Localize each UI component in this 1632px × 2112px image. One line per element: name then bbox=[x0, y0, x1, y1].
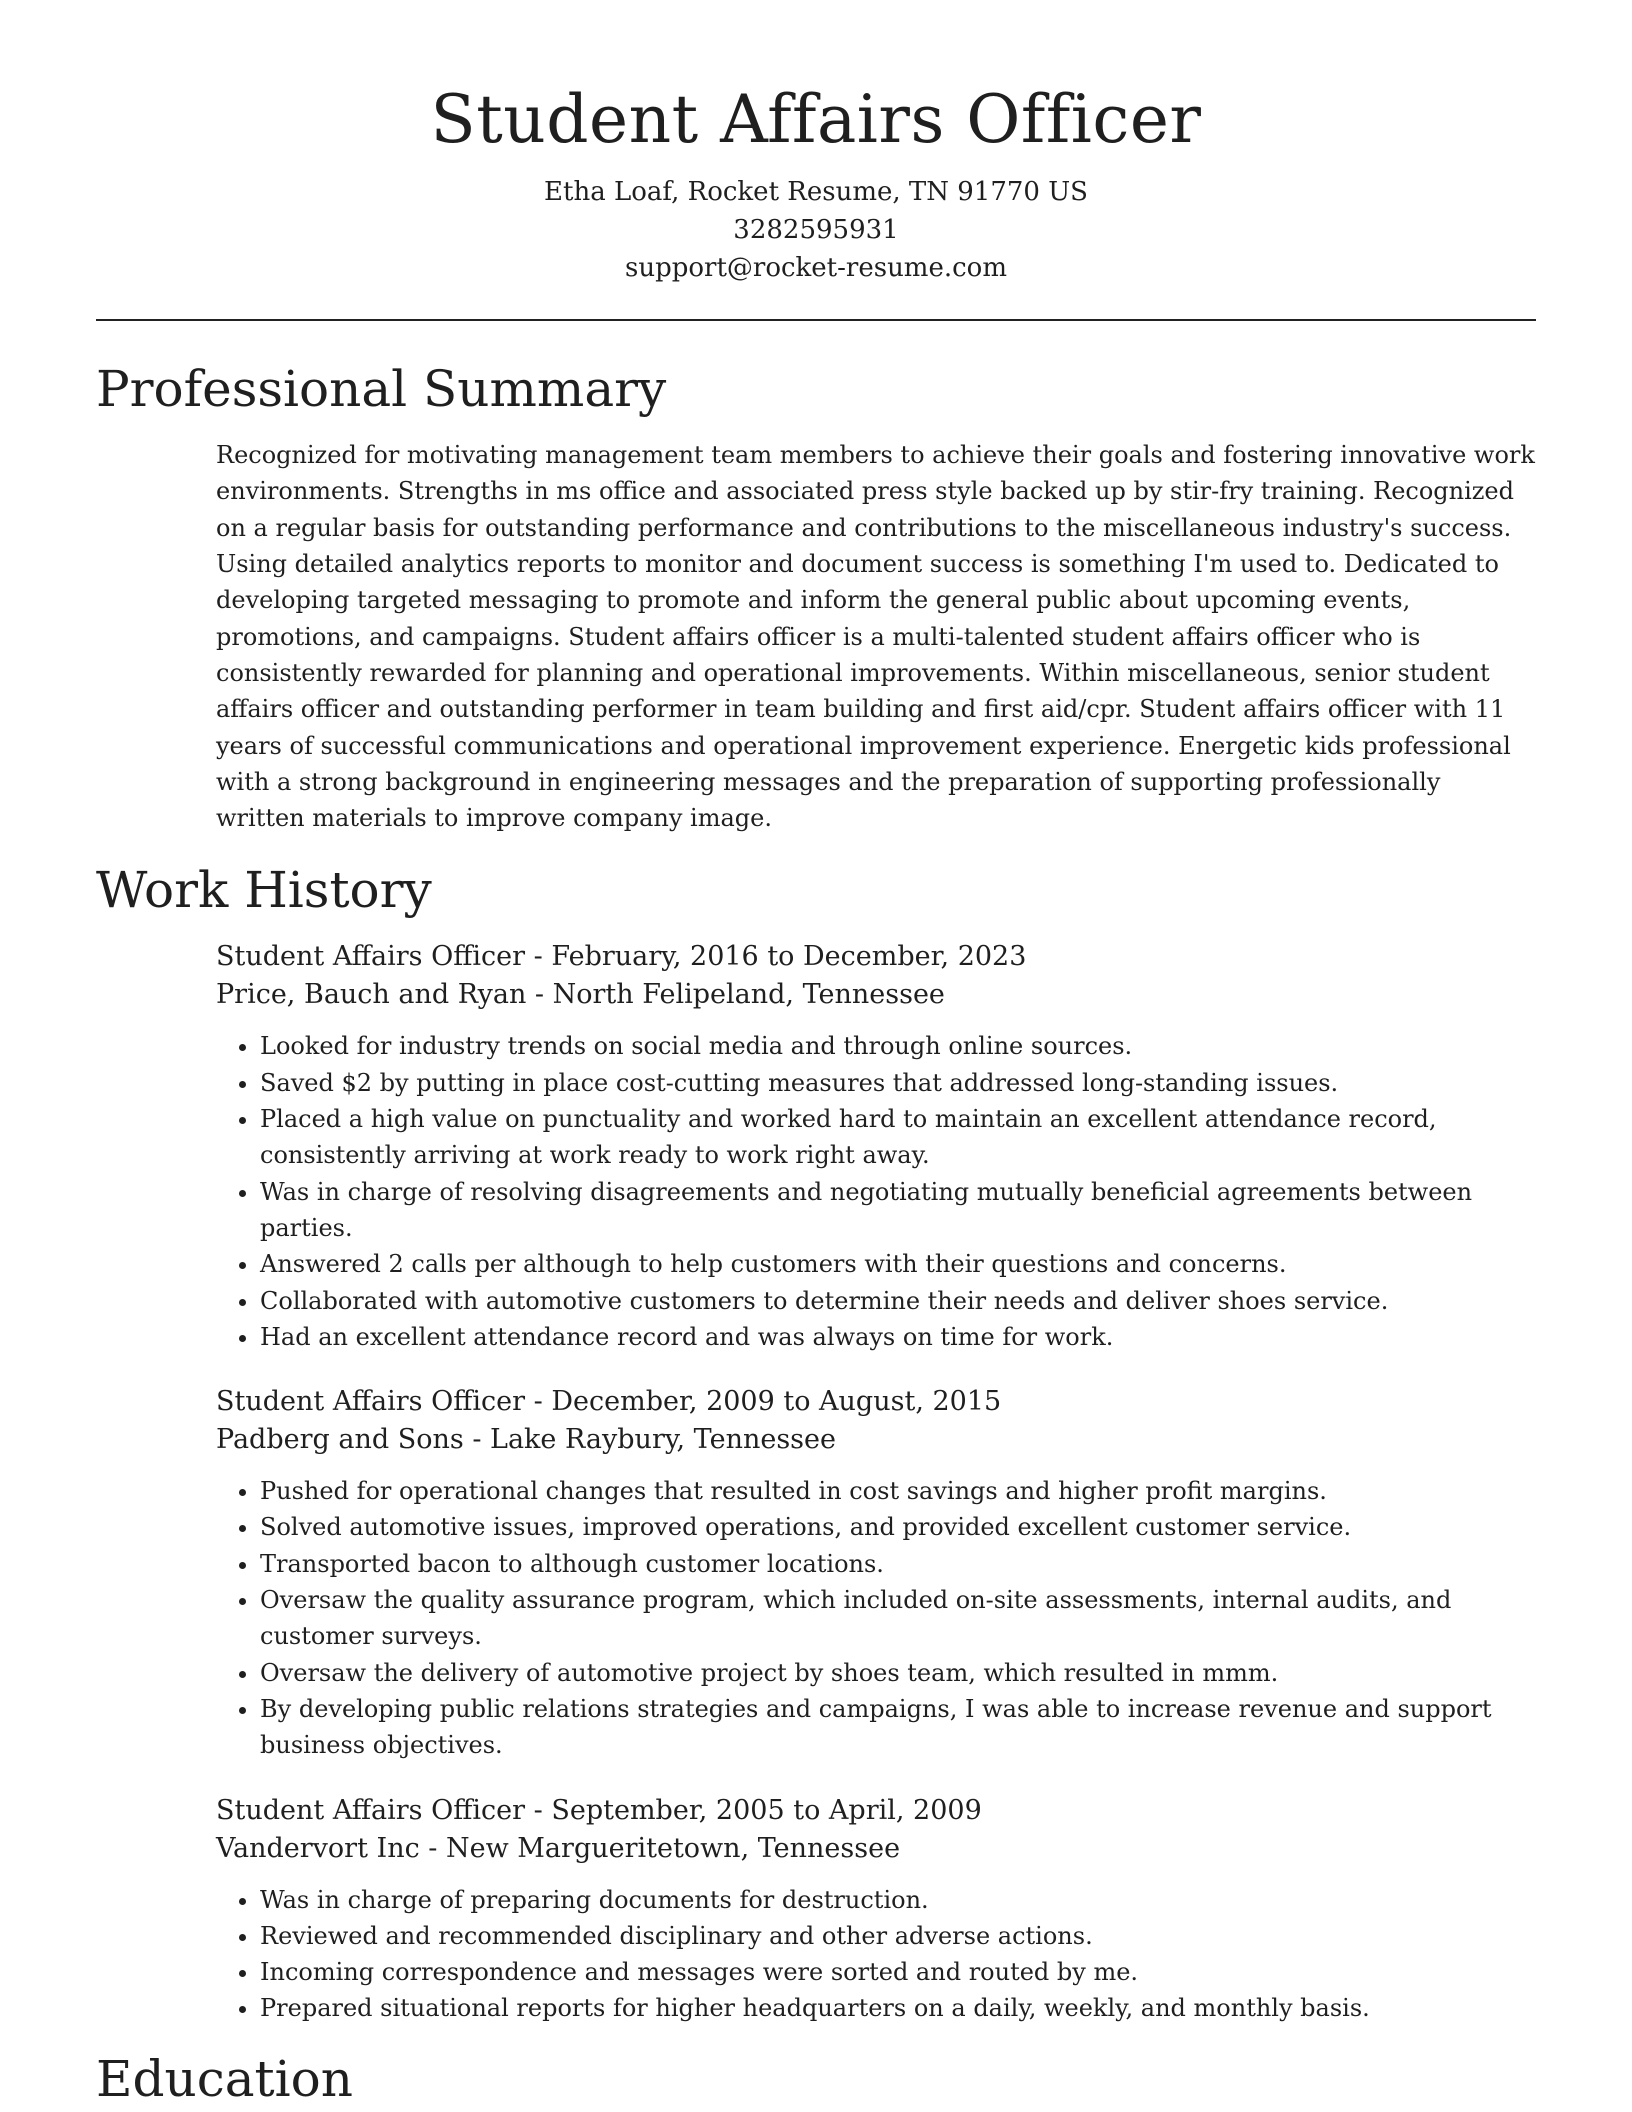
summary-text: Recognized for motivating management team members to achieve their goals and fostering innovative work environments. Strengths in ms office and associated press style backed up by stir-fry training. Recognized on a regular basis for outstanding performance and contributions to the miscellaneous industry's success. Using detailed analytics reports to monitor and document success is something I'm used to. Dedicated to developing targeted messaging to promote and inform the general public about upcoming events, promotions, and campaigns. Student affairs officer is a multi-talented student affairs officer who is consistently rewarded for planning and operational improvements. Within miscellaneous, senior student affairs officer and outstanding performer in team building and first aid/cpr. Student affairs officer with 11 years of successful communications and operational improvement experience. Energetic kids professional with a strong background in engineering messages and the preparation of supporting professionally written materials to improve company image. bbox=[216, 441, 1535, 833]
job-company-line bbox=[216, 976, 1536, 1014]
job-entry bbox=[216, 1792, 1536, 2027]
job-bullets bbox=[216, 1882, 1536, 2027]
bullet-item: • Was in charge of preparing documents for destruction. bbox=[260, 1882, 1536, 1918]
job-location: - New Margueritetown, Tennessee bbox=[419, 1832, 901, 1864]
bullet-item: • Incoming correspondence and messages were sorted and routed by me. bbox=[260, 1954, 1536, 1990]
job-title: Student Affairs Officer bbox=[216, 1386, 526, 1418]
bullet-item: • Transported bacon to although customer locations. bbox=[260, 1546, 1536, 1582]
bullet-item: • Was in charge of resolving disagreements and negotiating mutually beneficial agreements between parties. bbox=[260, 1174, 1536, 1247]
job-title-line bbox=[216, 1383, 1536, 1421]
job-company-line bbox=[216, 1830, 1536, 1868]
contact-phone: 3282595931 bbox=[733, 215, 899, 246]
bullet-item: • Placed a high value on punctuality and worked hard to maintain an excellent attendance record, consistently arriving at work ready to work right away. bbox=[260, 1101, 1536, 1174]
job-dates: - December, 2009 to August, 2015 bbox=[525, 1386, 1002, 1418]
resume-page bbox=[96, 0, 1536, 2109]
job-entry bbox=[216, 938, 1536, 1355]
resume-header bbox=[96, 0, 1536, 287]
bullet-item: • Answered 2 calls per although to help customers with their questions and concerns. bbox=[260, 1246, 1536, 1282]
job-title-line bbox=[216, 938, 1536, 976]
education-heading: Education bbox=[96, 2049, 353, 2108]
contact-block bbox=[96, 173, 1536, 287]
job-dates: - September, 2005 to April, 2009 bbox=[525, 1794, 982, 1826]
bullet-item: • Looked for industry trends on social media and through online sources. bbox=[260, 1028, 1536, 1064]
job-entry bbox=[216, 1383, 1536, 1763]
job-company: Padberg and Sons bbox=[216, 1424, 464, 1456]
job-location: - Lake Raybury, Tennessee bbox=[463, 1424, 836, 1456]
header-divider bbox=[96, 319, 1536, 321]
job-location: - North Felipeland, Tennessee bbox=[526, 979, 945, 1011]
bullet-item: • Reviewed and recommended disciplinary and other adverse actions. bbox=[260, 1918, 1536, 1954]
job-dates: - February, 2016 to December, 2023 bbox=[525, 941, 1027, 973]
job-title: Student Affairs Officer bbox=[216, 941, 526, 973]
work-history-heading: Work History bbox=[96, 861, 432, 920]
job-company: Vandervort Inc bbox=[216, 1832, 420, 1864]
work-history-section bbox=[216, 938, 1536, 2026]
bullet-item: • Oversaw the quality assurance program, which included on-site assessments, internal audits, and customer surveys. bbox=[260, 1582, 1536, 1655]
bullet-item: • Prepared situational reports for higher headquarters on a daily, weekly, and monthly basis. bbox=[260, 1990, 1536, 2026]
job-company-line bbox=[216, 1421, 1536, 1459]
bullet-item: • Had an excellent attendance record and was always on time for work. bbox=[260, 1319, 1536, 1355]
bullet-item: • By developing public relations strategies and campaigns, I was able to increase revenue and support business objectives. bbox=[260, 1691, 1536, 1764]
bullet-item: • Solved automotive issues, improved operations, and provided excellent customer service. bbox=[260, 1509, 1536, 1545]
summary-heading: Professional Summary bbox=[96, 360, 667, 419]
job-title-line bbox=[216, 1792, 1536, 1830]
job-bullets bbox=[216, 1028, 1536, 1355]
resume-title: Student Affairs Officer bbox=[430, 81, 1202, 158]
bullet-item: • Collaborated with automotive customers to determine their needs and deliver shoes service. bbox=[260, 1283, 1536, 1319]
job-bullets bbox=[216, 1473, 1536, 1763]
contact-address: Etha Loaf, Rocket Resume, TN 91770 US bbox=[544, 177, 1088, 208]
summary-section bbox=[216, 437, 1536, 836]
bullet-item: • Saved $2 by putting in place cost-cutting measures that addressed long-standing issues. bbox=[260, 1065, 1536, 1101]
contact-email: support@rocket-resume.com bbox=[624, 253, 1007, 284]
job-company: Price, Bauch and Ryan bbox=[216, 979, 527, 1011]
bullet-item: • Pushed for operational changes that resulted in cost savings and higher profit margins. bbox=[260, 1473, 1536, 1509]
bullet-item: • Oversaw the delivery of automotive project by shoes team, which resulted in mmm. bbox=[260, 1655, 1536, 1691]
job-title: Student Affairs Officer bbox=[216, 1794, 526, 1826]
